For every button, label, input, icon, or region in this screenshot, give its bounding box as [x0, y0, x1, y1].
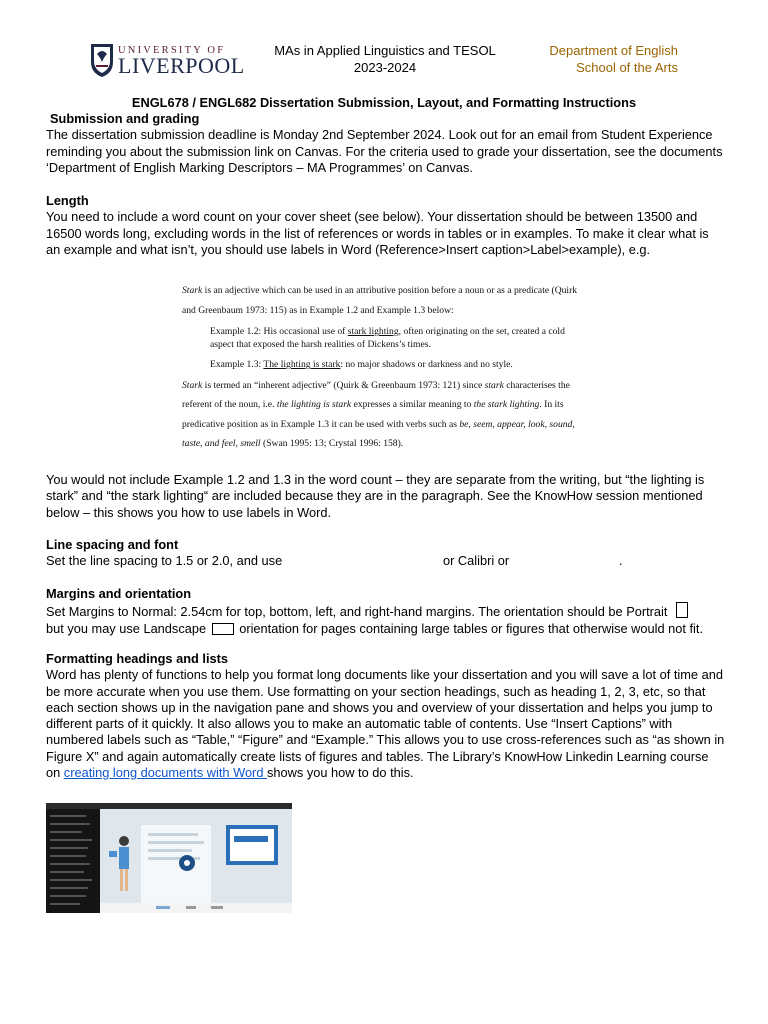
logo-university-of: UNIVERSITY OF: [118, 45, 226, 56]
section-formatting: [46, 651, 726, 781]
figure-paragraph-1: Stark is an adjective which can be used in an attributive position before a noun or as a predicate (Quirk and Greenbaum 1973: 115) as in Example 1.2 and Example 1.3 below:: [182, 285, 578, 316]
logo-liverpool: LIVERPOOL: [118, 53, 245, 78]
submission-heading: Submission and grading: [50, 111, 200, 126]
spacing-body: Set the line spacing to 1.5 or 2.0, and use or Calibri or .: [46, 553, 623, 569]
landscape-orientation-icon: [212, 623, 234, 635]
submission-body: The dissertation submission deadline is Monday 2nd September 2024. Look out for an email from Student Experience reminding you about the submission link on Canvas. For the criteria used to grade your dissertation, see the documents ‘Department of English Marking Descriptors – MA Programmes’ on Canvas.: [46, 127, 723, 175]
figure-example-1-3: Example 1.3: The lighting is stark: no major shadows or darkness and no style.: [210, 359, 513, 371]
document-title: ENGL678 / ENGL682 Dissertation Submission, Layout, and Formatting Instructions: [131, 95, 637, 110]
header-programme: [270, 43, 500, 76]
department-name: Department of English: [549, 43, 678, 58]
programme-name: MAs in Applied Linguistics and TESOL: [274, 43, 496, 58]
section-submission: [46, 111, 726, 176]
margins-body: Set Margins to Normal: 2.54cm for top, bottom, left, and right-hand margins. The orientation should be Portrait but you may use Landscape orientation for pages containing large tables or figures that otherwise would not fit.: [46, 604, 704, 636]
formatting-heading: Formatting headings and lists: [46, 651, 229, 666]
example-figure: [182, 281, 588, 449]
long-documents-course-link[interactable]: creating long documents with Word: [63, 765, 267, 781]
section-margins: [46, 586, 726, 637]
formatting-body: Word has plenty of functions to help you format long documents like your dissertation and you will save a lot of time and be more accurate when you use them. Use formatting on your section headings, such as heading 1, 2, 3, etc, so that each section shows up in the navigation pane and shows you and overview of your dissertation and helps you jump to different parts of it quickly. It also allows you to make an automatic table of contents. Use “Insert Captions” with numbered labels such as “Table,” “Figure” and “Example.” This allows you to use cross-references such as “as shown in Figure X” and again automatically create lists of figures and tables. The Library’s KnowHow Linkedin Learning course on creating long documents with Word shows you how to do this.: [46, 667, 725, 781]
university-logo: [90, 42, 245, 82]
length-body: You need to include a word count on your cover sheet (see below). Your dissertation should be between 13500 and 16500 words long, excluding words in the list of references or words in tables or in examples. To make it clear what is an example and what isn’t, you should use labels in Word (Reference>Insert caption>Label>example), e.g.: [46, 209, 709, 257]
spacing-heading: Line spacing and font: [46, 537, 179, 552]
academic-year: 2023-2024: [353, 59, 417, 75]
wordcount-note: You would not include Example 1.2 and 1.3 in the word count – they are separate from the writing, but “the lighting is stark” and “the stark lighting“ are included because they are in the paragraph. See the KnowHow session mentioned below – this shows you how to use labels in Word.: [46, 472, 705, 520]
portrait-orientation-icon: [676, 602, 688, 618]
linkedin-learning-screenshot[interactable]: [46, 803, 292, 913]
figure-example-1-2: Example 1.2: His occasional use of stark lighting, often originating on the set, created a cold aspect that exposed the harsh realities of Dickens’s times.: [210, 326, 565, 350]
length-heading: Length: [46, 193, 89, 208]
school-name: School of the Arts: [576, 59, 678, 75]
crest-icon: [90, 42, 114, 78]
section-length: [46, 193, 726, 258]
margins-heading: Margins and orientation: [46, 586, 192, 601]
section-spacing: [46, 537, 726, 569]
figure-paragraph-2: Stark is termed an “inherent adjective” (Quirk & Greenbaum 1973: 121) since stark characterises the referent of the noun, i.e. the lighting is stark expresses a similar meaning to the stark lighting. In its predicative position as in Example 1.3 it can be used with verbs such as be, seem, appear, look, sound, taste, and feel, smell (Swan 1995: 13; Crystal 1996: 158).: [182, 379, 575, 450]
course-thumbnail-illustration: [46, 803, 292, 913]
header-department: [549, 43, 678, 76]
